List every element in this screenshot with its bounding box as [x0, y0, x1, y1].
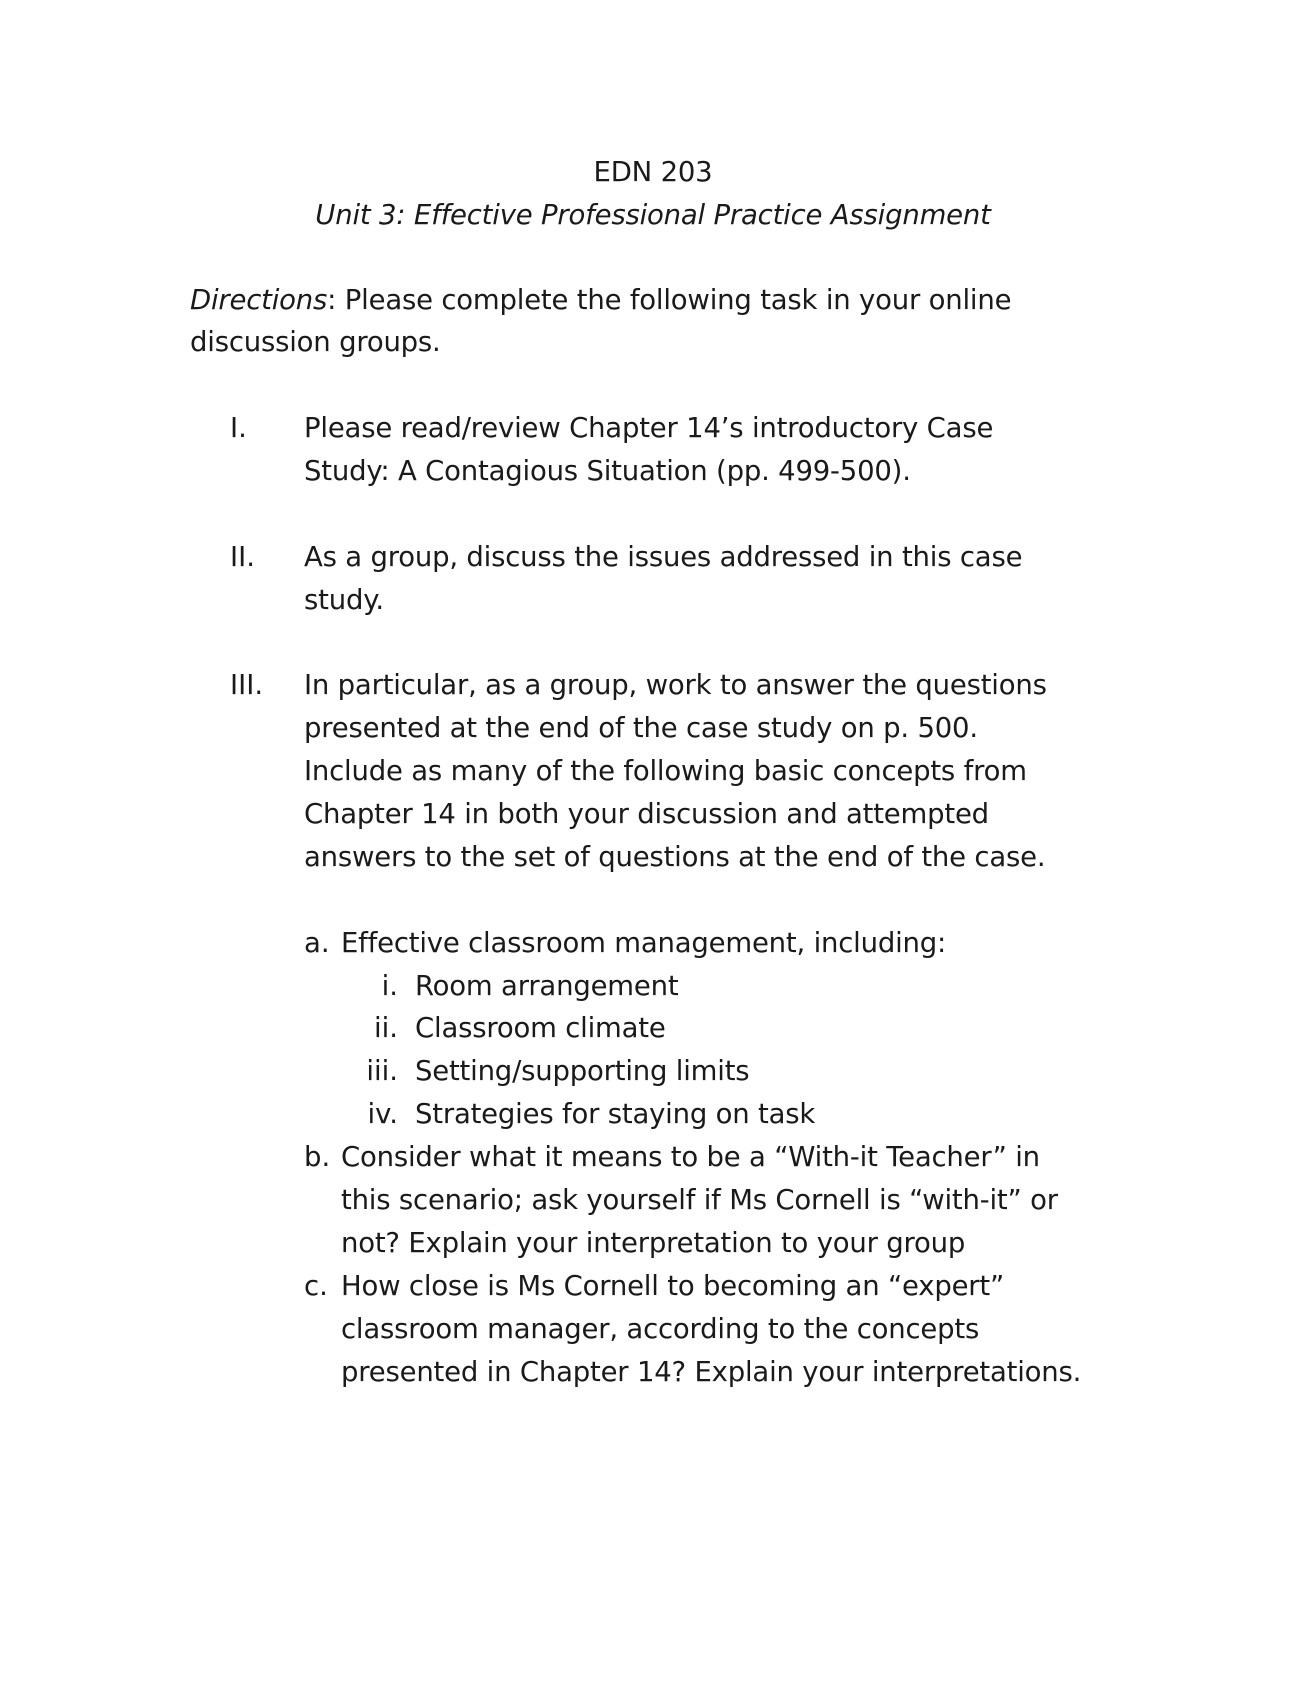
item-1-line-2: Study: A Contagious Situation (pp. 499-500). — [304, 455, 911, 487]
sub-sub-item-ii: Classroom climate — [415, 1012, 666, 1044]
item-marker-1: I. — [230, 412, 247, 444]
sub-item-c-line-3: presented in Chapter 14? Explain your interpretations. — [341, 1356, 1082, 1388]
sub-sub-item-iv: Strategies for staying on task — [415, 1098, 816, 1130]
item-3-line-1: In particular, as a group, work to answer the questions — [304, 669, 1047, 701]
unit-title: Unit 3: Effective Professional Practice Assignment — [315, 199, 991, 231]
item-2-line-1: As a group, discuss the issues addressed in this case — [304, 541, 1023, 573]
sub-sub-marker-i: i. — [381, 970, 398, 1002]
directions-line-2: discussion groups. — [190, 326, 441, 358]
directions-line-1 — [190, 280, 1011, 320]
sub-item-b-line-1: Consider what it means to be a “With-it Teacher” in — [341, 1141, 1040, 1173]
sub-sub-marker-iii: iii. — [366, 1055, 398, 1087]
sub-sub-marker-iv: iv. — [367, 1098, 398, 1130]
item-3-line-2: presented at the end of the case study on p. 500. — [304, 712, 978, 744]
sub-item-marker-c: c. — [304, 1270, 328, 1302]
sub-item-c-line-1: How close is Ms Cornell to becoming an “expert” — [341, 1270, 1005, 1302]
sub-item-b-line-3: not? Explain your interpretation to your group — [341, 1227, 966, 1259]
course-code: EDN 203 — [593, 156, 713, 188]
sub-item-c-line-2: classroom manager, according to the concepts — [341, 1313, 980, 1345]
sub-sub-item-i: Room arrangement — [415, 970, 679, 1002]
sub-item-a-line-1: Effective classroom management, including: — [341, 927, 947, 959]
sub-item-marker-b: b. — [304, 1141, 331, 1173]
sub-item-marker-a: a. — [304, 927, 330, 959]
item-3-line-4: Chapter 14 in both your discussion and attempted — [304, 798, 989, 830]
item-marker-3: III. — [230, 669, 264, 701]
item-3-line-5: answers to the set of questions at the end of the case. — [304, 841, 1046, 873]
directions-text: : Please complete the following task in your online — [327, 284, 1012, 316]
sub-sub-marker-ii: ii. — [373, 1012, 398, 1044]
item-marker-2: II. — [230, 541, 255, 573]
sub-item-b-line-2: this scenario; ask yourself if Ms Cornell is “with-it” or — [341, 1184, 1058, 1216]
sub-sub-item-iii: Setting/supporting limits — [415, 1055, 750, 1087]
item-3-line-3: Include as many of the following basic concepts from — [304, 755, 1027, 787]
item-1-line-1: Please read/review Chapter 14’s introductory Case — [304, 412, 994, 444]
item-2-line-2: study. — [304, 584, 384, 616]
directions-label: Directions — [190, 284, 328, 316]
